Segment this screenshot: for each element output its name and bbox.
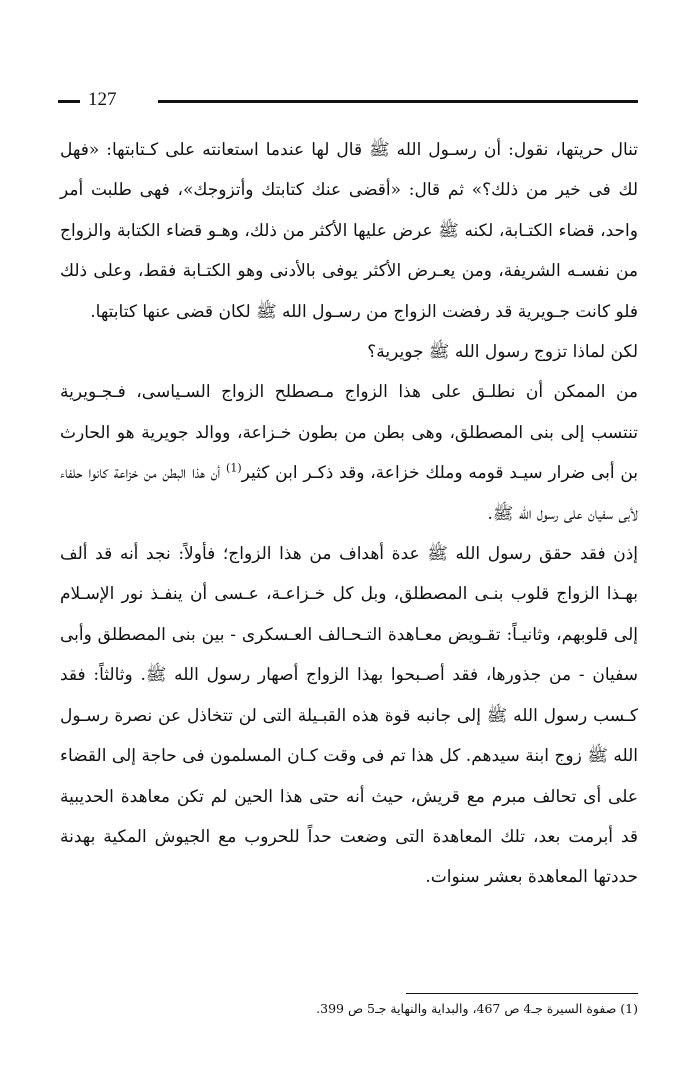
paragraph-3	[60, 372, 638, 534]
footnote-reference: (1)	[226, 461, 242, 475]
header-rule	[158, 100, 638, 103]
body-text	[60, 130, 638, 898]
page-number: 127	[88, 89, 117, 110]
paragraph-1: تنال حريتها، نقول: أن رسـول الله ﷺ قال لها عندما استعانته على كـتابتها: «فهل لك فى خير من ذلك؟» ثم قال: «أقضى عنك كتابتك وأتزوجك»، فهى طلبت أمر واحد، قضاء الكتـابة، لكنه ﷺ عرض عليها الأكثر من ذلك، وهـو قضاء الكتابة والزواج من نفسـه الشريفة، ومن يعـرض الأكثر يوفى بالأدنى وهو الكتـابة فقط، وعلى ذلك فلو كانت جـويرية قد رفضت الزواج من رسـول الله ﷺ لكان قضى عنها كتابتها.	[60, 140, 638, 322]
page-header	[58, 88, 638, 112]
footnote-rule	[406, 993, 638, 994]
header-dash	[58, 100, 80, 103]
paragraph-4: إذن فقد حقق رسول الله ﷺ عدة أهداف من هذا الزواج؛ فأولاً: نجد أنه قد ألف بهـذا الزواج قلوب بنـى المصطلق، وبل كل خـزاعـة، عـسى أن ينفـذ نور الإسـلام إلى قلوبهم، وثانيـاً: تقـويض معـاهدة التـحـالف العـسكرى - بين بنى المصطلق وأبى سفيان - من جذورها، فقد أصـبحوا بهذا الزواج أصهار رسول الله ﷺ. وثالثاً: فقد كـسب رسول الله ﷺ إلى جانبه قوة هذه القبـيلة التى لن تتخاذل عن نصرة رسـول الله ﷺ زوج ابنة سيدهم. كل هذا تم فى وقت كـان المسلمون فى حاجة إلى القضاء على أى تحالف مبرم مع قريش، حيث أنه حتى هذا الحين لم تكن معاهدة الحديبية قد أبرمت بعد، تلك المعاهدة التى وضعت حداً للحروب مع الجيوش المكية بهدنة حددتها المعاهدة بعشر سنوات.	[60, 544, 638, 888]
paragraph-2: لكن لماذا تزوج رسول الله ﷺ جويرية؟	[367, 342, 638, 363]
paragraph-3-text-b: أن هذا البطن من خزاعة كانوا حلفاء لأبى سفيان على رسول الله ﷺ.	[60, 463, 638, 524]
paragraph-3-text-a: من الممكن أن نطلـق على هذا الزواج مـصطلح الزواج السـياسى، فـجـويرية تنتسب إلى بنى المصطلق، وهى بطن من بطون خـزاعة، ووالد جويرية هو الحارث بن أبى ضرار سيـد قومه وملك خزاعة، وقد ذكـر ابن كثير	[60, 382, 639, 484]
footnote: (1) صفوة السيرة جـ4 ص 467، والبداية والنهاية جـ5 ص 399.	[316, 1001, 638, 1016]
